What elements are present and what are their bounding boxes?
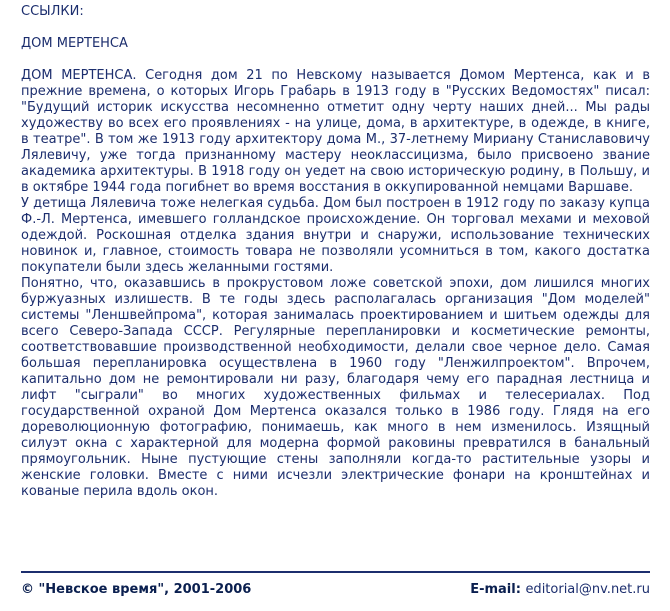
page-content (21, 0, 650, 500)
links-label: ССЫЛКИ: (21, 4, 84, 19)
section-title: ДОМ МЕРТЕНСА (21, 36, 128, 51)
article-paragraph-3: Понятно, что, оказавшись в прокрустовом ложе советской эпохи, дом лишился многих буржуазных излишеств. В те годы здесь располагалась организация "Дом моделей" системы "Леншвейпрома", которая занималась проектированием и шитьем одежды для всего Северо-Запада СССР. Регулярные перепланировки и косметические ремонты, соответствовавшие производственной необходимости, делали свое черное дело. Самая большая перепланировка осуществлена в 1960 году "Ленжилпроектом". Впрочем, капитально дом не ремонтировали ни разу, благодаря чему его парадная лестница и лифт "сыграли" во многих художественных фильмах и телесериалах. Под государственной охраной Дом Мертенса оказался только в 1986 году. Глядя на его дореволюционную фотографию, понимаешь, как много в нем изменилось. Изящный силуэт окна с характерной для модерна формой раковины превратился в банальный прямоугольник. Ныне пустующие стены заполняли когда-то растительные узоры и женские головки. Вместе с ними исчезли электрические фонари на кронштейнах и кованые перила вдоль окон. (21, 276, 650, 499)
email-link[interactable]: editorial@nv.net.ru (525, 582, 650, 597)
footer-divider (21, 571, 650, 573)
email-label: E-mail: (470, 582, 521, 597)
article-paragraph-2: У детища Лялевича тоже нелегкая судьба. Дом был построен в 1912 году по заказу купца Ф.-Л. Мертенса, имевшего голландское происхождение. Он торговал мехами и меховой одеждой. Роскошная отделка здания внутри и снаружи, использование технических новинок и, главное, стоимость товара не позволяли усомниться в том, какого достатка покупатели были здесь желанными гостями. (21, 196, 650, 275)
footer (21, 582, 650, 597)
copyright-text: © "Невское время", 2001-2006 (21, 582, 252, 597)
article-body (21, 68, 650, 500)
article-paragraph-1: ДОМ МЕРТЕНСА. Сегодня дом 21 по Невскому называется Домом Мертенса, как и в прежние времена, о которых Игорь Грабарь в 1913 году в "Русских Ведомостях" писал: "Будущий историк искусства несомненно отметит одну черту наших дней... Мы рады художеству во всех его проявлениях - на улице, дома, в архитектуре, в одежде, в книге, в театре". В том же 1913 году архитектору дома М., 37-летнему Мириану Станиславовичу Лялевичу, уже тогда признанному мастеру неоклассицизма, было присвоено звание академика архитектуры. В 1918 году он уедет на свою историческую родину, в Польшу, и в октябре 1944 года погибнет во время восстания в оккупированной немцами Варшаве. (21, 68, 650, 195)
contact-email (470, 582, 650, 597)
